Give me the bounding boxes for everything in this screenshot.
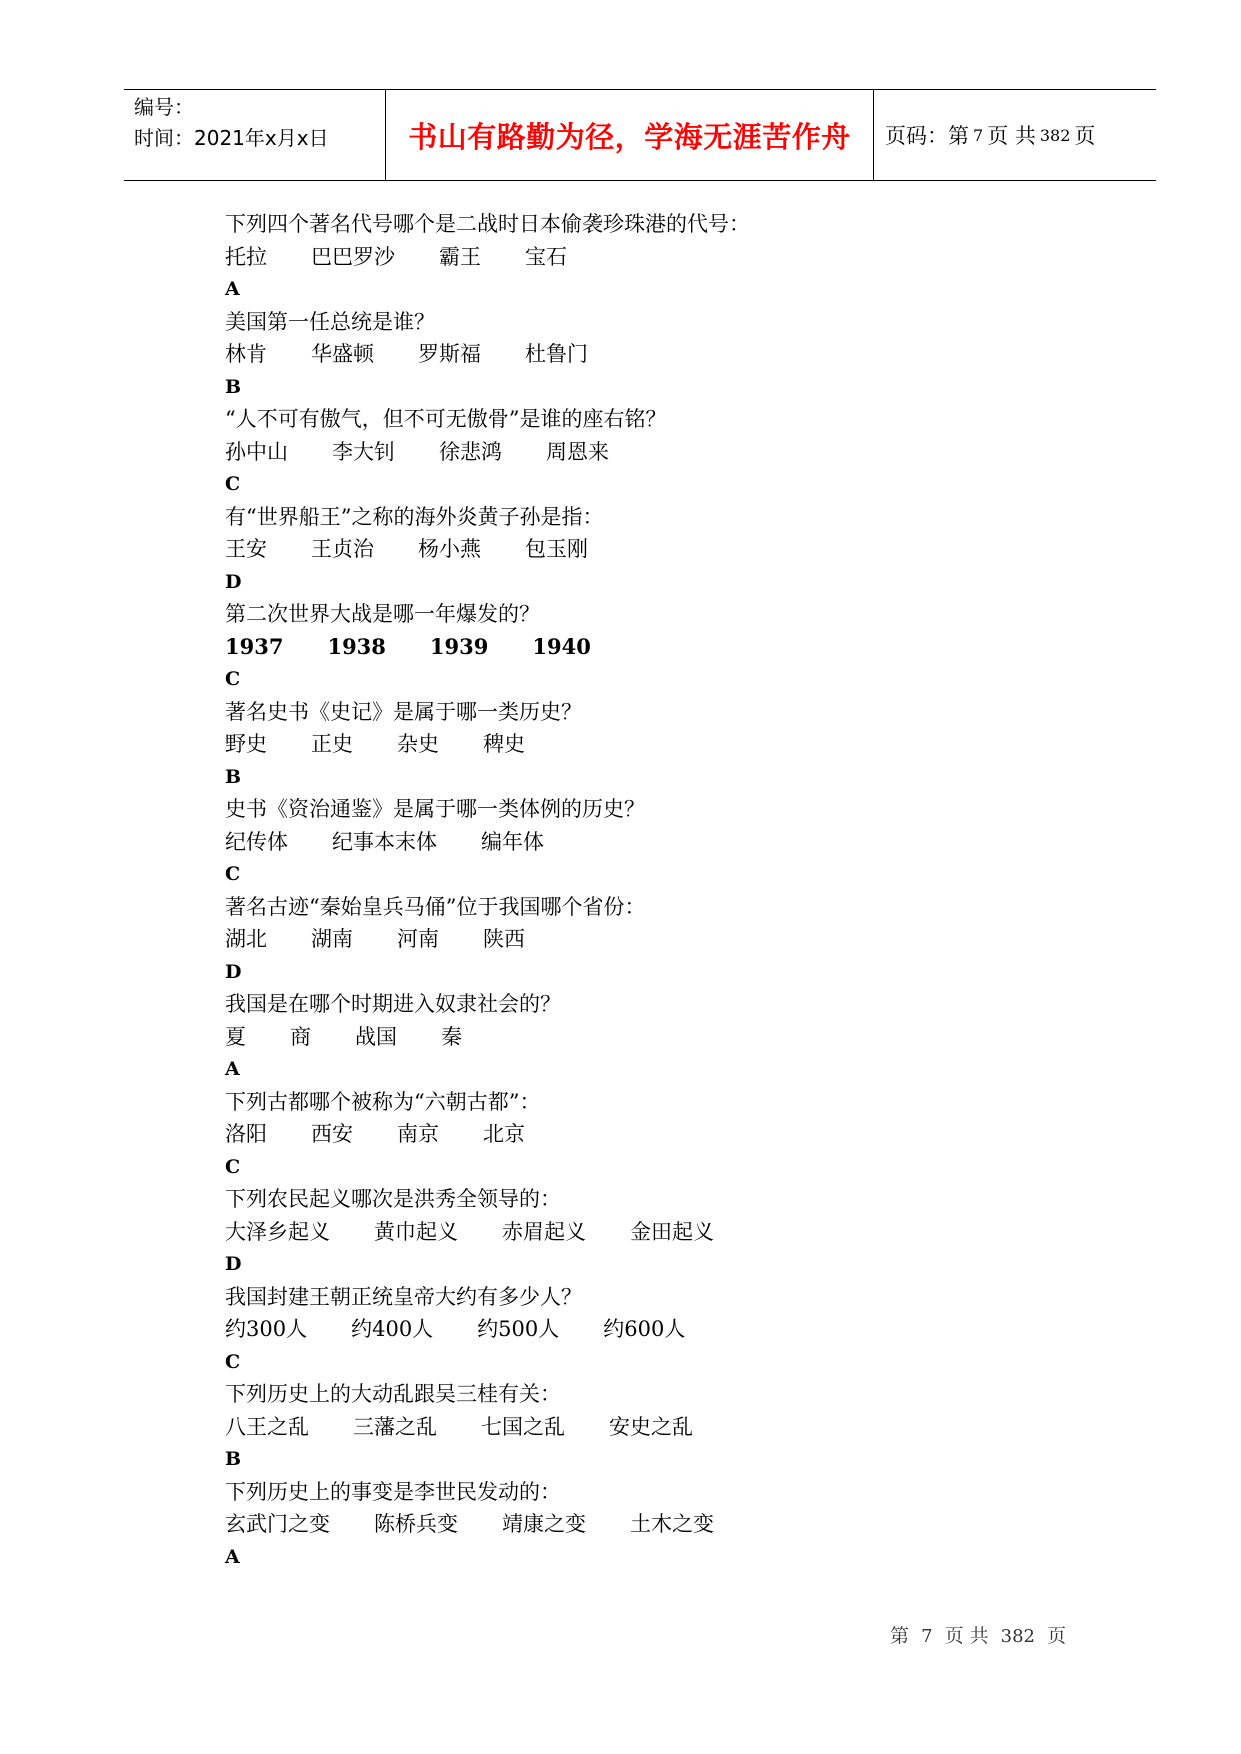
option-item: 黄巾起义 <box>374 1219 458 1244</box>
option-item: 河南 <box>397 927 439 951</box>
option-item: 王安 <box>225 537 267 561</box>
option-item: 徐悲鸿 <box>439 439 502 464</box>
question-options <box>225 338 1125 371</box>
option-item: 华盛顿 <box>311 342 374 366</box>
answer-letter: A <box>225 1545 240 1568</box>
option-item: 1939 <box>429 633 489 659</box>
option-item: 玄武门之变 <box>225 1512 330 1536</box>
question-options <box>225 533 1125 566</box>
option-item: 稗史 <box>483 732 525 756</box>
answer-letter: C <box>225 863 241 885</box>
question-text: 有“世界船王”之称的海外炎黄子孙是指： <box>225 504 604 529</box>
option-item: 西安 <box>311 1122 353 1146</box>
question-options <box>225 631 1125 664</box>
footer-page-total: 382 <box>1000 1626 1036 1647</box>
option-item: 杨小燕 <box>418 537 481 561</box>
option-item: 周恩来 <box>546 439 609 464</box>
option-item: 战国 <box>355 1024 397 1049</box>
option-item: 赤眉起义 <box>502 1219 586 1244</box>
answer-letter: C <box>225 1350 241 1373</box>
question-text: 著名史书《史记》是属于哪一类历史？ <box>225 699 582 724</box>
page-prefix: 页码：第 <box>885 124 969 148</box>
page-number: 7 <box>973 125 984 145</box>
option-item: 巴巴罗沙 <box>311 244 395 269</box>
option-item: 1940 <box>532 633 591 659</box>
question-options <box>225 1508 1125 1541</box>
option-item: 约300人 <box>225 1317 308 1341</box>
answer-letter: C <box>225 668 241 690</box>
question-text: 下列农民起义哪次是洪秀全领导的： <box>225 1187 561 1211</box>
option-item: 包玉刚 <box>525 537 588 561</box>
footer-page-number: 7 <box>921 1626 933 1647</box>
option-item: 南京 <box>397 1122 439 1146</box>
option-item: 野史 <box>225 732 267 756</box>
option-item: 三藩之乱 <box>353 1414 437 1439</box>
answer-letter: A <box>225 278 240 300</box>
header-motto: 书山有路勤为径，学海无涯苦作舟 <box>386 90 874 180</box>
option-item: 编年体 <box>481 829 544 854</box>
footer-suffix: 页 <box>1047 1625 1067 1647</box>
page-suffix: 页 <box>1074 124 1096 148</box>
option-item: 王贞治 <box>311 537 374 561</box>
question-options <box>225 1118 1125 1151</box>
answer-letter: D <box>225 570 242 593</box>
option-item: 安史之乱 <box>609 1414 693 1439</box>
option-item: 杂史 <box>397 732 439 756</box>
question-list <box>225 208 1125 1573</box>
question-options <box>225 826 1125 859</box>
header-page-indicator <box>874 90 1156 180</box>
question-text: 我国是在哪个时期进入奴隶社会的？ <box>225 992 561 1016</box>
question-text: 第二次世界大战是哪一年爆发的？ <box>225 602 540 626</box>
option-item: 七国之乱 <box>481 1414 565 1439</box>
answer-letter: A <box>225 1058 240 1080</box>
option-item: 杜鲁门 <box>525 342 588 366</box>
document-time: 时间：2021年x月x日 <box>134 126 329 150</box>
option-item: 八王之乱 <box>225 1414 309 1439</box>
option-item: 陕西 <box>483 927 525 951</box>
footer-prefix: 第 <box>890 1625 910 1647</box>
option-item: 夏 <box>225 1024 246 1049</box>
option-item: 纪事本末体 <box>332 829 437 854</box>
question-text: 美国第一任总统是谁？ <box>225 309 435 334</box>
option-item: 秦 <box>441 1024 462 1049</box>
option-item: 约500人 <box>477 1317 560 1341</box>
question-text: 下列历史上的事变是李世民发动的： <box>225 1479 561 1504</box>
question-text: 史书《资治通鉴》是属于哪一类体例的历史？ <box>225 797 645 821</box>
option-item: 北京 <box>483 1122 525 1146</box>
footer-mid: 页 共 <box>944 1625 989 1647</box>
option-item: 约400人 <box>351 1317 434 1341</box>
page-mid: 页 共 <box>987 124 1036 148</box>
option-item: 纪传体 <box>225 829 288 854</box>
question-options <box>225 1216 1125 1249</box>
question-options <box>225 923 1125 956</box>
option-item: 洛阳 <box>225 1122 267 1146</box>
page-header <box>124 89 1156 181</box>
question-text: “人不可有傲气，但不可无傲骨”是谁的座右铭？ <box>225 407 667 431</box>
option-item: 1938 <box>327 633 386 659</box>
option-item: 孙中山 <box>225 439 288 464</box>
option-item: 金田起义 <box>630 1219 714 1244</box>
option-item: 大泽乡起义 <box>225 1219 330 1244</box>
option-item: 陈桥兵变 <box>374 1512 458 1536</box>
question-text: 下列四个著名代号哪个是二战时日本偷袭珍珠港的代号： <box>225 212 750 236</box>
question-options <box>225 436 1125 469</box>
option-item: 霸王 <box>439 244 481 269</box>
page-footer <box>890 1621 1066 1648</box>
answer-letter: B <box>225 765 242 788</box>
answer-letter: B <box>225 1448 242 1470</box>
option-item: 李大钊 <box>332 439 395 464</box>
header-meta <box>124 90 386 180</box>
question-text: 下列古都哪个被称为“六朝古都”： <box>225 1089 541 1114</box>
page-total: 382 <box>1039 125 1071 145</box>
option-item: 正史 <box>311 732 353 756</box>
option-item: 托拉 <box>225 244 267 269</box>
question-text: 我国封建王朝正统皇帝大约有多少人？ <box>225 1284 582 1309</box>
option-item: 湖南 <box>311 927 353 951</box>
option-item: 1937 <box>225 633 284 659</box>
option-item: 宝石 <box>525 244 567 269</box>
option-item: 商 <box>290 1024 311 1049</box>
option-item: 罗斯福 <box>418 342 481 366</box>
option-item: 约600人 <box>603 1317 686 1341</box>
question-options <box>225 1411 1125 1444</box>
option-item: 湖北 <box>225 927 267 951</box>
question-options <box>225 1021 1125 1054</box>
answer-letter: C <box>225 1155 241 1178</box>
question-options <box>225 1313 1125 1346</box>
option-item: 林肯 <box>225 342 267 366</box>
option-item: 靖康之变 <box>502 1512 586 1536</box>
document-id-label: 编号： <box>134 95 194 119</box>
answer-letter: D <box>225 1253 242 1275</box>
question-text: 著名古迹“秦始皇兵马俑”位于我国哪个省份： <box>225 894 646 919</box>
answer-letter: D <box>225 960 242 983</box>
question-options <box>225 241 1125 274</box>
option-item: 土木之变 <box>630 1512 714 1536</box>
question-options <box>225 728 1125 761</box>
question-text: 下列历史上的大动乱跟吴三桂有关： <box>225 1382 561 1406</box>
answer-letter: C <box>225 473 241 495</box>
answer-letter: B <box>225 375 242 398</box>
